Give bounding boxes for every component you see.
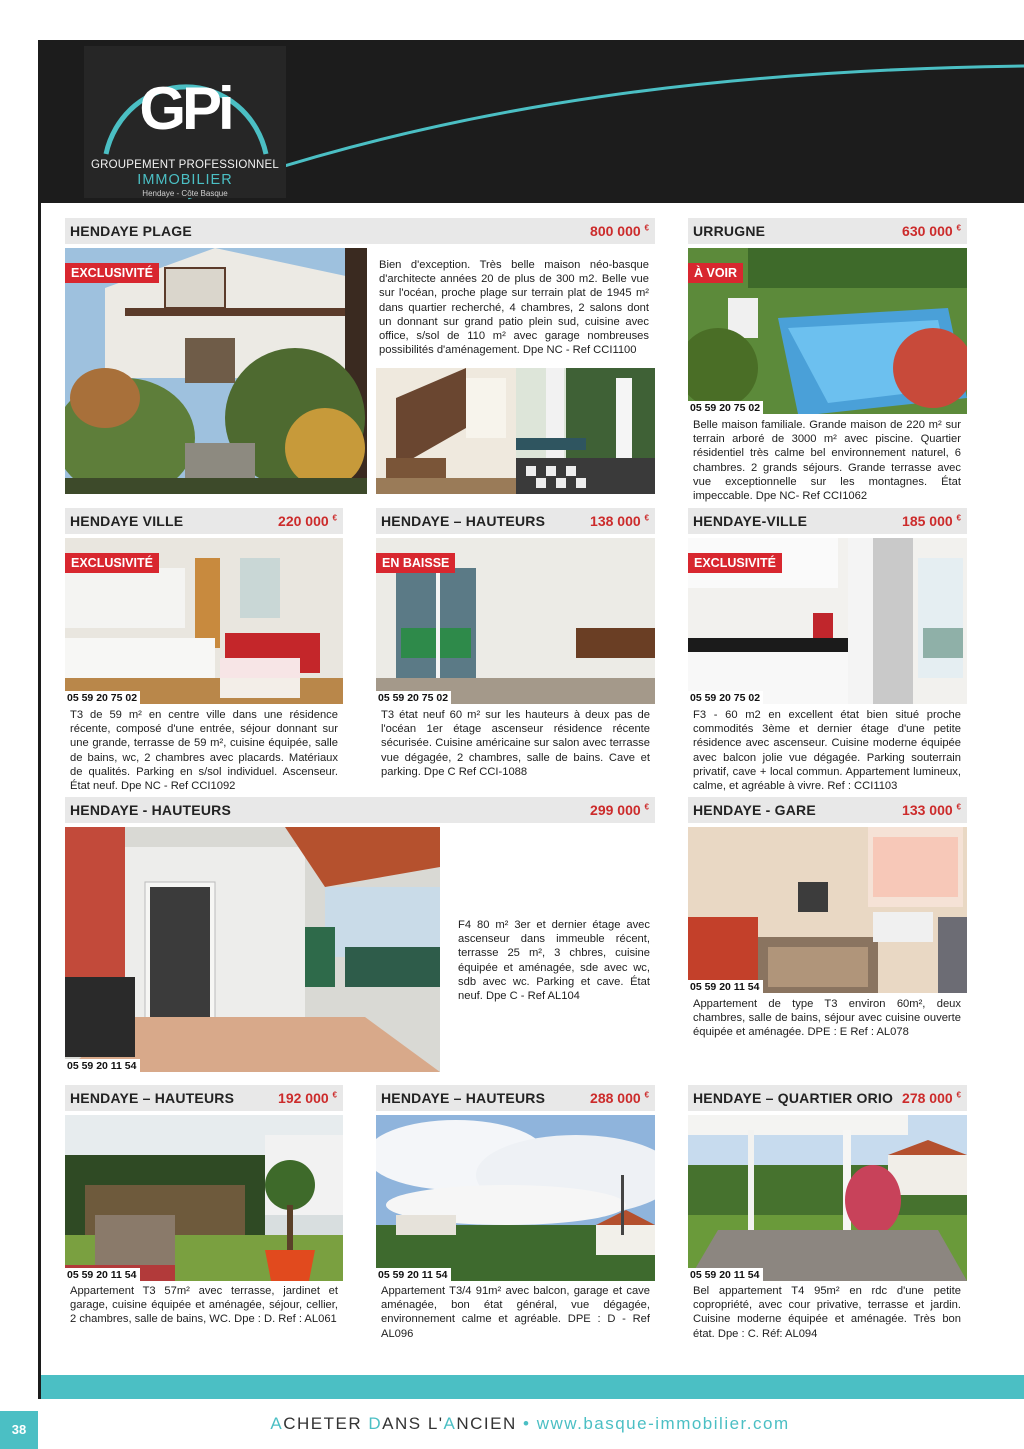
listing-badge: EXCLUSIVITÉ (688, 553, 782, 573)
listing-badge: EXCLUSIVITÉ (65, 263, 159, 283)
listing-phone[interactable]: 05 59 20 75 02 (65, 691, 140, 704)
page-header (38, 40, 1024, 203)
listing-price: 138 000 € (590, 513, 649, 529)
listing-price: 630 000 € (902, 223, 961, 239)
listing-title-bar (65, 218, 655, 244)
listing-description: T3 état neuf 60 m² sur les hauteurs à deux pas de l'océan 1er étage ascenseur résidence récente sécurisée. Cuisine américaine sur salon avec terrasse vue dégagée, 2 chambres, salle de bains. Cave et parking. Dpe C Ref CCI-1088 (381, 709, 650, 778)
listing-phone[interactable]: 05 59 20 75 02 (688, 691, 763, 704)
listing-photo[interactable] (688, 538, 967, 704)
listing-location: HENDAYE – HAUTEURS (70, 1090, 235, 1106)
footer-text: ACHETER DANS L'ANCIEN • www.basque-immobilier.com (270, 1414, 790, 1433)
listing-price: 133 000 € (902, 802, 961, 818)
listing-price: 299 000 € (590, 802, 649, 818)
listing-price: 278 000 € (902, 1090, 961, 1106)
listing-phone[interactable]: 05 59 20 75 02 (688, 401, 763, 414)
listing-photo[interactable] (516, 368, 655, 494)
listing-photo[interactable] (376, 368, 516, 494)
listing-title-bar (65, 1085, 343, 1111)
listing-phone[interactable]: 05 59 20 11 54 (65, 1268, 140, 1281)
listing-phone[interactable]: 05 59 20 11 54 (376, 1268, 451, 1281)
listing-description: Appartement T3 57m² avec terrasse, jardinet et garage, cuisine équipée et aménagée, séjour, cellier, 2 chambres, salle de bains, WC. Dpe : D. Ref : AL061 (70, 1285, 338, 1326)
listing-title-bar (376, 508, 655, 534)
listing-price: 288 000 € (590, 1090, 649, 1106)
listing-location: URRUGNE (693, 223, 766, 239)
footer-band (38, 1375, 1024, 1399)
listing-photo[interactable] (376, 1115, 655, 1281)
listing-title-bar (688, 1085, 967, 1111)
listing-phone[interactable]: 05 59 20 75 02 (376, 691, 451, 704)
listing-title-bar (376, 1085, 655, 1111)
listing-card[interactable] (688, 508, 967, 793)
listing-price: 800 000 € (590, 223, 649, 239)
listing-location: HENDAYE-VILLE (693, 513, 808, 529)
logo-line-3: Hendaye - Côte Basque (142, 189, 228, 198)
website-link[interactable]: www.basque-immobilier.com (536, 1414, 790, 1433)
listing-phone[interactable]: 05 59 20 11 54 (688, 1268, 763, 1281)
listing-description: Appartement de type T3 environ 60m², deux chambres, salle de bains, séjour avec cuisine ouverte équipée et aménagée. DPE : E Ref : AL078 (693, 998, 961, 1039)
listing-description: Bien d'exception. Très belle maison néo-basque d'architecte années 20 de plus de 300 m2. Belle vue sur l'océan, proche plage sur terrain plat de 1945 m² dans quartier recherché, 4 chambres, 2 salons dont un donnant sur grand patio plein sud, cuisine avec office, s/sol de 110 m² avec garage nombreuses possibilités d'aménagement. Dpe NC - Ref CCI1100 (379, 259, 649, 357)
house-photo (65, 248, 367, 494)
listing-photo[interactable] (688, 1115, 967, 1281)
listing-card[interactable] (65, 1085, 343, 1330)
listing-location: HENDAYE VILLE (70, 513, 184, 529)
listing-description: F4 80 m² 3er et dernier étage avec ascenseur dans immeuble récent, terrasse 25 m², 3 chbres, cuisine équipée et aménagée, sde avec wc, sdb avec wc. Parking et cave. État neuf. Dpe C - Ref AL104 (458, 919, 650, 1003)
page-number: 38 (0, 1411, 38, 1449)
listing-description: T3 de 59 m² en centre ville dans une résidence récente, composé d'une entrée, séjour donnant sur une grande, terrasse de 59 m², cuisine équipée, salle de bains, wc, 2 chambres avec placards. Matériaux de qualités. Parking en s/sol individuel. Ascenseur. État neuf. Dpe NC - Ref CCI1092 (70, 709, 338, 793)
listing-card[interactable] (688, 797, 967, 1047)
listing-location: HENDAYE - GARE (693, 802, 816, 818)
listing-description: Bel appartement T4 95m² en rdc d'une petite copropriété, avec cour privative, terrasse et jardin. Cuisine moderne équipée et aménagée. Très bon état. Dpe : C. Réf: AL094 (693, 1285, 961, 1340)
logo-line-2: IMMOBILIER (137, 172, 233, 188)
listing-badge: EN BAISSE (376, 553, 455, 573)
listing-price: 185 000 € (902, 513, 961, 529)
listing-location: HENDAYE - HAUTEURS (70, 802, 231, 818)
listing-photo[interactable] (376, 538, 655, 704)
footer-separator: • (523, 1414, 531, 1433)
listing-phone[interactable]: 05 59 20 11 54 (65, 1059, 140, 1072)
logo-letters: GPi (139, 75, 231, 142)
gpi-logo[interactable] (84, 46, 286, 198)
listing-title-bar (65, 508, 343, 534)
listing-title-bar (65, 797, 655, 823)
listing-description: Belle maison familiale. Grande maison de 220 m² sur terrain arboré de 3000 m² avec piscine. Quartier résidentiel très calme bel environnement naturel, 6 chambres. 2 grands séjours. Grande terrasse avec vue exceptionnelle sur les montagnes. État impeccable. Dpe NC- Ref CCI1062 (693, 419, 961, 503)
listing-description: F3 - 60 m2 en excellent état bien situé proche commodités 3ème et dernier étage d'une petite résidence avec ascenseur. Cuisine moderne équipée avec balcon jolie vue dégagée. Parking souterrain privatif, cave + local commun. Appartement lumineux, calme, et agréable à vivre. Ref : CCI1103 (693, 709, 961, 793)
listing-location: HENDAYE – HAUTEURS (381, 1090, 546, 1106)
salon-photo (688, 827, 967, 993)
listing-location: HENDAYE – QUARTIER ORIO (693, 1090, 894, 1106)
listing-phone[interactable]: 05 59 20 11 54 (688, 980, 763, 993)
listing-photo[interactable] (65, 538, 343, 704)
listing-photo[interactable] (688, 248, 967, 414)
garden-photo (65, 1115, 343, 1281)
listing-card[interactable] (65, 797, 655, 1073)
listing-price: 192 000 € (278, 1090, 337, 1106)
listing-card[interactable] (376, 508, 655, 793)
listing-title-bar (688, 218, 967, 244)
terrace-photo (65, 827, 440, 1072)
listing-title-bar (688, 508, 967, 534)
logo-line-1: GROUPEMENT PROFESSIONNEL (91, 159, 279, 171)
staircase-photo (376, 368, 516, 494)
listing-photo[interactable] (688, 827, 967, 993)
listing-card[interactable] (376, 1085, 655, 1340)
listing-location: HENDAYE – HAUTEURS (381, 513, 546, 529)
listing-card[interactable] (688, 1085, 967, 1340)
listing-photo[interactable] (65, 827, 440, 1072)
listing-card[interactable] (688, 218, 967, 503)
listing-photo[interactable] (65, 1115, 343, 1281)
listing-location: HENDAYE PLAGE (70, 223, 192, 239)
porch-photo (516, 368, 655, 494)
listing-badge: EXCLUSIVITÉ (65, 553, 159, 573)
listing-price: 220 000 € (278, 513, 337, 529)
listing-card[interactable] (65, 218, 655, 496)
listing-card[interactable] (65, 508, 343, 793)
view-photo (376, 1115, 655, 1281)
listing-photo[interactable] (65, 248, 367, 494)
pergola-photo (688, 1115, 967, 1281)
listing-title-bar (688, 797, 967, 823)
listing-badge: À VOIR (688, 263, 743, 283)
listing-description: Appartement T3/4 91m² avec balcon, garage et cave aménagée, bon état général, vue dégagée, environnement calme et agréable. DPE : D - Ref AL096 (381, 1285, 650, 1340)
